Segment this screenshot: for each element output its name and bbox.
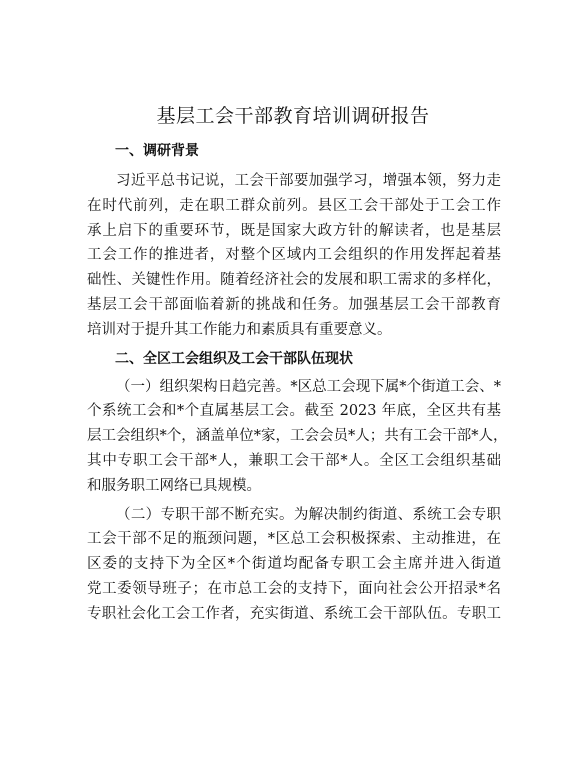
text-line: 承上启下的重要环节，既是国家大政方针的解读者，也是基层 [87, 222, 501, 239]
text-line: 培训对于提升其工作能力和素质具有重要意义。 [87, 321, 392, 338]
text-line: 党工委领导班子；在市总工会的支持下，面向社会公开招录*名 [87, 580, 501, 597]
document-body [87, 137, 508, 627]
text-line: 基层工会干部面临着新的挑战和任务。加强基层工会干部教育 [87, 296, 501, 313]
text-line: 习近平总书记说，工会干部要加强学习，增强本领，努力走 [116, 173, 501, 189]
text-line: 层工会组织*个，涵盖单位*家，工会会员*人；共有工会干部*人， [87, 428, 508, 445]
text-line: 专职社会化工会工作者，充实街道、系统工会干部队伍。专职工 [87, 605, 501, 622]
text-line: 区委的支持下为全区*个街道均配备专职工会主席并进入街道 [87, 556, 501, 573]
section-heading-background: 一、调研背景 [115, 143, 199, 159]
text-line: 和服务职工网络已具规模。 [87, 477, 261, 494]
text-line: 在时代前列，走在职工群众前列。县区工会干部处于工会工作 [87, 197, 501, 214]
text-line: （一）组织架构日趋完善。*区总工会现下属*个街道工会、* [116, 378, 501, 395]
paragraph-background [87, 169, 501, 343]
text-line: 其中专职工会干部*人，兼职工会干部*人。全区工会组织基础 [87, 452, 501, 469]
text-line: 个系统工会和*个直属基层工会。截至 2023 年底，全区共有基 [87, 403, 501, 420]
section-heading-status: 二、全区工会组织及工会干部队伍现状 [115, 350, 353, 367]
text-line: 工会干部不足的瓶颈问题，*区总工会积极探索、主动推进，在 [87, 531, 501, 548]
text-line: 工会工作的推进者，对整个区域内工会组织的作用发挥起着基 [87, 247, 501, 264]
paragraph-organization [87, 375, 508, 499]
text-line: 础性、关键性作用。随着经济社会的发展和职工需求的多样化， [87, 272, 501, 289]
document-title: 基层工会干部教育培训调研报告 [156, 105, 430, 127]
paragraph-full-time-cadres [87, 503, 501, 627]
text-line: （二）专职干部不断充实。为解决制约街道、系统工会专职 [116, 506, 501, 523]
